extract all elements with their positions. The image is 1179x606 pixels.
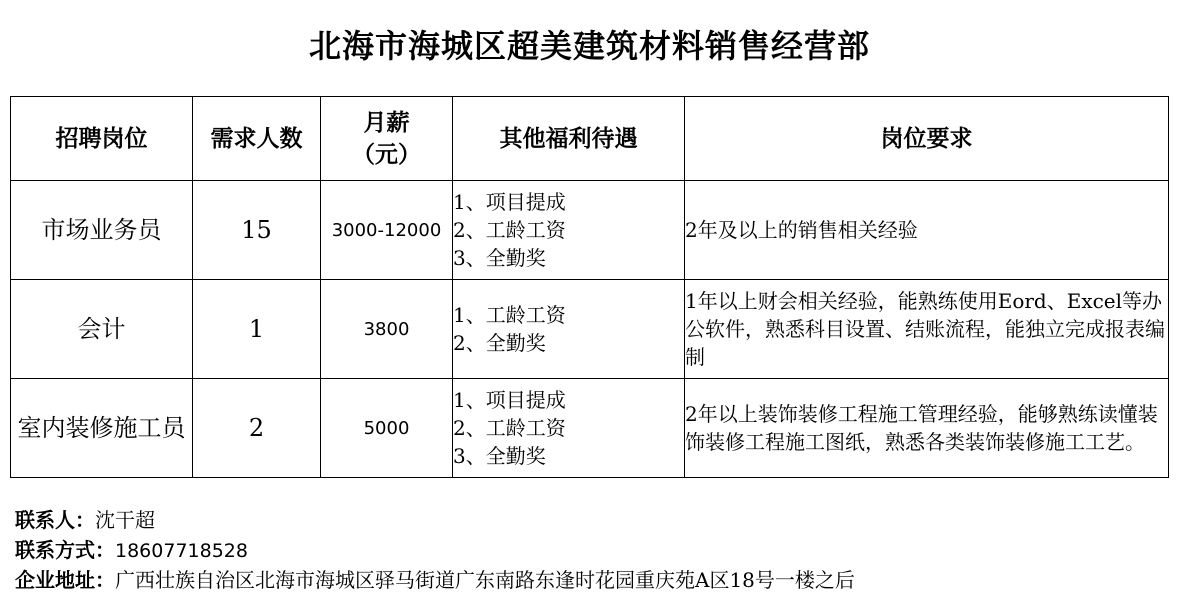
benefit-item: 1、项目提成 [453, 190, 566, 214]
header-salary-line1: 月薪 [363, 108, 410, 136]
cell-requirements: 1年以上财会相关经验，能熟练使用Eord、Excel等办公软件，熟悉科目设置、结账流程，能独立完成报表编制 [685, 280, 1169, 379]
cell-requirements: 2年以上装饰装修工程施工管理经验，能够熟练读懂装饰装修工程施工图纸，熟悉各类装饰装修施工工艺。 [685, 379, 1169, 478]
company-address-line [15, 565, 855, 595]
table-header-row [11, 97, 1169, 181]
cell-salary: 5000 [321, 379, 453, 478]
benefit-item: 3、全勤奖 [453, 246, 546, 270]
contact-phone-line [15, 535, 248, 566]
cell-salary: 3800 [321, 280, 453, 379]
table-row [11, 280, 1169, 379]
cell-benefits [453, 379, 685, 478]
header-count: 需求人数 [193, 97, 321, 181]
cell-benefits [453, 280, 685, 379]
cell-position: 会计 [11, 280, 193, 379]
company-address-value: 广西壮族自治区北海市海城区驿马街道广东南路东逢时花园重庆苑A区18号一楼之后 [115, 568, 855, 592]
header-salary-line2: （元） [352, 140, 421, 168]
cell-benefits [453, 181, 685, 280]
table-row [11, 181, 1169, 280]
header-salary [321, 97, 453, 181]
contact-person-value: 沈干超 [95, 508, 155, 532]
cell-count: 15 [193, 181, 321, 280]
header-benefits: 其他福利待遇 [453, 97, 685, 181]
cell-count: 2 [193, 379, 321, 478]
benefit-item: 2、工龄工资 [453, 416, 566, 440]
cell-position: 室内装修施工员 [11, 379, 193, 478]
cell-requirements: 2年及以上的销售相关经验 [685, 181, 1169, 280]
benefit-item: 1、工龄工资 [453, 303, 566, 327]
job-table [10, 96, 1169, 478]
page-title: 北海市海城区超美建筑材料销售经营部 [308, 27, 870, 65]
header-position: 招聘岗位 [11, 97, 193, 181]
contact-phone-label: 联系方式： [15, 538, 115, 562]
contact-person-label: 联系人： [15, 508, 95, 532]
table-row [11, 379, 1169, 478]
cell-count: 1 [193, 280, 321, 379]
header-requirements: 岗位要求 [685, 97, 1169, 181]
benefit-item: 3、全勤奖 [453, 444, 546, 468]
benefit-item: 2、全勤奖 [453, 331, 546, 355]
cell-position: 市场业务员 [11, 181, 193, 280]
benefit-item: 1、项目提成 [453, 388, 566, 412]
benefit-item: 2、工龄工资 [453, 218, 566, 242]
contact-phone-value: 18607718528 [115, 540, 248, 562]
company-address-label: 企业地址： [15, 568, 115, 592]
cell-salary: 3000-12000 [321, 181, 453, 280]
contact-person-line [15, 505, 155, 535]
